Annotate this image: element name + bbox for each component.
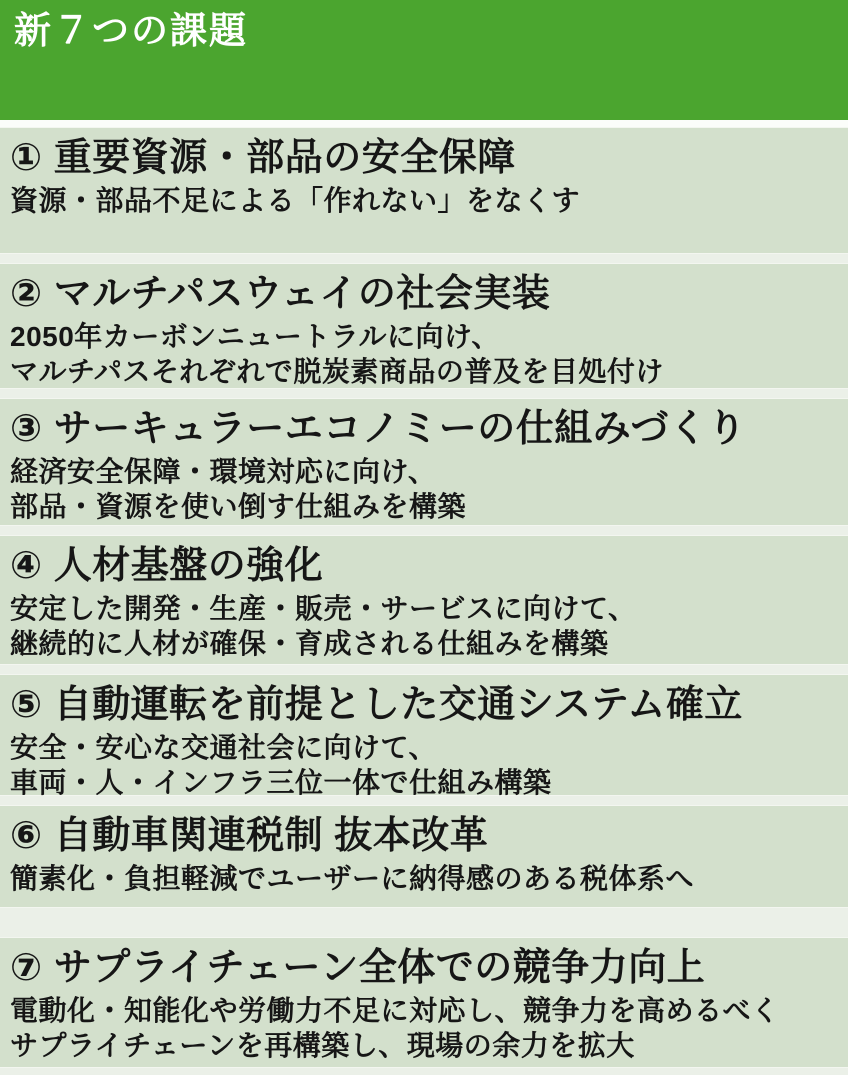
- section-heading: ⑤ 自動運転を前提とした交通システム確立: [10, 684, 743, 726]
- section-heading: ⑦ サプライチェーン全体での競争力向上: [10, 947, 706, 989]
- section-heading: ⑥ 自動車関連税制 抜本改革: [10, 815, 489, 857]
- section-card-6: [0, 805, 848, 908]
- section-description: 電動化・知能化や労働力不足に対応し、競争力を高めるべく: [10, 994, 780, 1026]
- section-description: サプライチェーンを再構築し、現場の余力を拡大: [10, 1030, 635, 1062]
- section-heading: ② マルチパスウェイの社会実装: [10, 273, 551, 315]
- section-description: 安定した開発・生産・販売・サービスに向けて、: [10, 592, 637, 624]
- section-card-1: [0, 127, 848, 254]
- section-description: 簡素化・負担軽減でユーザーに納得感のある税体系へ: [10, 862, 695, 894]
- section-description: 部品・資源を使い倒す仕組みを構築: [10, 491, 467, 523]
- section-description: 継続的に人材が確保・育成される仕組みを構築: [10, 628, 609, 660]
- section-heading: ④ 人材基盤の強化: [10, 545, 324, 587]
- section-card-3: [0, 398, 848, 526]
- page-title: 新７つの課題: [14, 10, 248, 51]
- section-heading: ① 重要資源・部品の安全保障: [10, 137, 516, 179]
- section-card-2: [0, 263, 848, 389]
- slide-header: [0, 0, 848, 127]
- section-description: 車両・人・インフラ三位一体で仕組み構築: [10, 767, 552, 799]
- section-card-4: [0, 535, 848, 665]
- section-description: 経済安全保障・環境対応に向け、: [10, 455, 437, 487]
- section-heading: ③ サーキュラーエコノミーの仕組みづくり: [10, 408, 746, 450]
- section-description: 安全・安心な交通社会に向けて、: [10, 731, 437, 763]
- section-card-5: [0, 674, 848, 799]
- section-description: 2050年カーボンニュートラルに向け、: [10, 320, 500, 352]
- section-description: 資源・部品不足による「作れない」をなくす: [10, 184, 581, 216]
- section-description: マルチパスそれぞれで脱炭素商品の普及を目処付け: [10, 356, 664, 388]
- section-card-7: [0, 937, 848, 1068]
